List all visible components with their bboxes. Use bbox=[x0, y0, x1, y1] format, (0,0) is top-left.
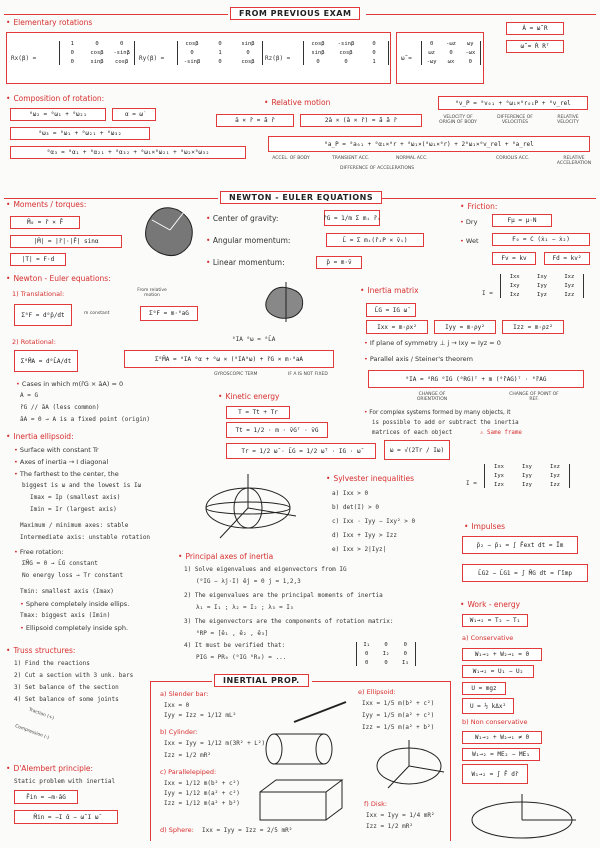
cylinder-sketch bbox=[262, 730, 336, 768]
rz-matrix-cell: -sinβ bbox=[337, 41, 355, 47]
truss-t4: 4) Set balance of some joints bbox=[14, 696, 119, 703]
impulses-eq1: p̄₂ − p̄₁ = ∫ F̄ext dt = Īm bbox=[462, 536, 578, 554]
divider bbox=[366, 14, 596, 15]
principal-diag-cell: 0 bbox=[384, 660, 388, 666]
prop-f-title: f) Disk: bbox=[364, 800, 388, 808]
principal-diag-cell: 0 bbox=[403, 642, 407, 648]
impulses-eq2: L̄G2 − L̄G1 = ∫ M̄G dt = Γ̄imp bbox=[462, 564, 588, 582]
friction-dry-label: • Dry bbox=[460, 218, 477, 226]
inertia-matrix-cell: Iyz bbox=[537, 292, 547, 298]
principal-p1: 1) Solve eigenvalues and eigenvectors from IG bbox=[184, 566, 347, 573]
friction-wet-label: • Wet bbox=[460, 237, 479, 245]
divider bbox=[4, 198, 218, 199]
inertia-matrix-cell: Izz bbox=[564, 292, 575, 298]
section-truss: • Truss structures: bbox=[6, 646, 75, 655]
skew-matrix-cell: 0 bbox=[449, 50, 453, 56]
work-eq3: W₁→₂ = U₁ − U₂ bbox=[462, 665, 534, 678]
principal-p4b: PIG = PR₀ (⁰IG ⁰R₀) = ... bbox=[196, 654, 287, 661]
steiner-title: • Parallel axis / Steiner's theorem bbox=[364, 355, 473, 363]
dalembert-sub: Static problem with inertial bbox=[14, 778, 116, 785]
sylvester-a: a) Ixx > 0 bbox=[332, 490, 369, 497]
case3: āA = 0 → A is a fixed point (origin) bbox=[20, 416, 151, 423]
work-eq7: W₁→₂ = ME₂ − ME₁ bbox=[462, 748, 540, 761]
sylvester-matrix-cell: Izy bbox=[522, 482, 532, 488]
prop-b-title: b) Cylinder: bbox=[160, 728, 198, 736]
friction-fv-eq: Fv = kv bbox=[492, 252, 536, 265]
double-cross-eq: 2ā × (ā × r̄) = ã ã r̄ bbox=[300, 114, 422, 127]
steiner-eq: ⁰IA = ⁰RG ⁰IG (⁰RG)ᵀ + m (⁰r̃AG)ᵀ · ⁰r̃AG bbox=[368, 370, 584, 388]
rx-matrix-cell: 0 bbox=[95, 41, 99, 47]
gyroscopic-label: GYROSCOPIC TERM bbox=[214, 372, 258, 377]
section-composition: • Composition of rotation: bbox=[6, 94, 104, 103]
relative-velocity-eq: ⁰v_P = ⁰v₀₁ + ⁰ω₁×⁰r₀₁P + ⁰v_rel bbox=[438, 96, 588, 110]
complex-note-1: • For complex systems formed by many objects, it bbox=[364, 410, 511, 416]
rx-matrix-cell: cosβ bbox=[90, 50, 104, 56]
free-f1: ΣM̄G = 0 → L̄G constant bbox=[22, 560, 98, 567]
dalembert-eq2: M̄in = −I ᾱ − ω̃ I ω̄ bbox=[14, 810, 118, 824]
rotational-eq: Σ⁰M̄A = d⁰L̄A/dt bbox=[14, 350, 78, 372]
complex-note-2: is possible to add or subtract the inertia bbox=[372, 420, 519, 426]
sylvester-matrix bbox=[484, 464, 570, 488]
omega-tilde-eq: ω̃ = Ṙ Rᵀ bbox=[506, 40, 564, 53]
coriolis-label: CORIOLIS ACC. bbox=[496, 156, 530, 161]
truss-t1: 1) Find the reactions bbox=[14, 660, 90, 667]
section-impulses: • Impulses bbox=[464, 522, 505, 531]
principal-p2b: λ₁ = I₁ ; λ₂ = I₂ ; λ₃ = I₃ bbox=[196, 604, 294, 611]
work-eq4: U = mgz bbox=[462, 682, 506, 695]
rz-matrix-cell: 0 bbox=[344, 59, 348, 65]
relative-label: RELATIVE VELOCITY bbox=[557, 115, 579, 125]
section-dalembert: • D'Alembert principle: bbox=[6, 764, 93, 773]
ry-matrix-cell: 0 bbox=[218, 59, 222, 65]
divider bbox=[450, 681, 451, 841]
sylvester-matrix-cell: Ixx bbox=[494, 464, 504, 470]
cases-text: • Cases in which m(r̄G × āA) = 0 bbox=[16, 380, 123, 388]
difference-label: DIFFERENCE OF VELOCITIES bbox=[497, 115, 533, 125]
composition-eq3: ⁰ω₃ = ⁰ω₁ + ⁰ω₂₁ + ⁰ω₃₂ bbox=[10, 127, 150, 140]
rx-matrix-cell: 0 bbox=[70, 59, 74, 65]
sylvester-d: d) Ixx + Iyy > Izz bbox=[332, 532, 398, 539]
diff-acc-label: DIFFERENCE OF ACCELERATIONS bbox=[340, 166, 415, 171]
parallelepiped-sketch bbox=[256, 778, 348, 824]
rx-matrix-cell: -sinβ bbox=[113, 50, 130, 56]
rz-matrix-cell: cosβ bbox=[311, 41, 325, 47]
sylvester-matrix-cell: Iyz bbox=[550, 473, 560, 479]
divider bbox=[312, 681, 450, 682]
inertia-matrix-cell: Iyy bbox=[537, 283, 547, 289]
ellipsoid-l5: Imax = Ip (smallest axis) bbox=[30, 494, 121, 501]
rotational-eq2: Σ⁰M̄A = ⁰IA ⁰α + ⁰ω × (⁰IA⁰ω) + r̄G × m·⁰aA bbox=[124, 350, 334, 368]
principal-diag-box bbox=[354, 640, 418, 674]
complex-note-3: matrices of each object bbox=[372, 430, 453, 436]
inertia-matrix-cell: Ixz bbox=[564, 274, 575, 280]
friction-wet-eq: F₀ = C (ẋ₁ − ẋ₂) bbox=[492, 233, 590, 246]
rx-matrix-cell: sinβ bbox=[90, 59, 104, 65]
cog-label: • Center of gravity: bbox=[206, 214, 278, 223]
work-eq2: W₁→₂ + W₂→₁ = 0 bbox=[462, 648, 542, 661]
principal-p3b: ⁰RP = [ē₁ , ē₂ , ē₃] bbox=[196, 630, 269, 637]
sylvester-e: e) Ixx > 2|Iyz| bbox=[332, 546, 387, 553]
prop-e2: Iyy = 1/5 m(a² + c²) bbox=[362, 712, 435, 719]
inertia-matrix-cell: Ixz bbox=[509, 292, 520, 298]
composition-eq1: ⁰ω₂ = ⁰ω₁ + ⁰ω₂₁ bbox=[10, 108, 106, 121]
free-f3: Tmin: smallest axis (Imax) bbox=[20, 588, 114, 595]
translational-eq2: Σ⁰F = m·⁰aG bbox=[140, 306, 198, 321]
section-kinetic: • Kinetic energy bbox=[218, 392, 279, 401]
sylvester-matrix-cell: Ixz bbox=[550, 464, 560, 470]
lm-eq: p̄ = m·v̄ bbox=[316, 256, 362, 269]
prop-f2: Izz = 1/2 mR² bbox=[366, 823, 413, 830]
prop-b2: Izz = 1/2 mR² bbox=[164, 752, 211, 759]
compression-label: Compression (-) bbox=[14, 724, 50, 741]
prop-e1: Ixx = 1/5 m(b² + c²) bbox=[362, 700, 435, 707]
composition-eq4: ⁰α₃ = ⁰α₁ + ⁰α₂₁ + ⁰α₃₂ + ⁰ω₁×⁰ω₂₁ + ⁰ω₂×⁰ω₃₂ bbox=[10, 146, 246, 159]
ry-matrix-cell: cosβ bbox=[185, 41, 199, 47]
principal-diag-cell: I₃ bbox=[402, 660, 409, 666]
disk-sketch bbox=[462, 792, 580, 844]
skew-matrix bbox=[421, 41, 481, 65]
section-principal-axes: • Principal axes of inertia bbox=[178, 552, 273, 561]
translational-eq: Σ⁰F = d⁰p̄/dt bbox=[14, 304, 72, 326]
kinetic-eq2: Tt = 1/2 · m · v̄Gᵀ · v̄G bbox=[226, 422, 328, 438]
rz-matrix-cell: 0 bbox=[372, 41, 376, 47]
kinetic-eq1: T = Tt + Tr bbox=[226, 406, 290, 419]
inertia-matrix-cell: Ixx bbox=[509, 274, 520, 280]
same-frame-warning: ⚠ Same frame bbox=[480, 430, 522, 436]
velocity-label: VELOCITY OF ORIGIN OF BODY bbox=[439, 115, 477, 125]
ellipsoid-l6: Imin = Ir (largest axis) bbox=[30, 506, 117, 513]
rz-matrix bbox=[303, 41, 389, 65]
ry-matrix bbox=[177, 41, 263, 65]
section-inertia-matrix: • Inertia matrix bbox=[360, 286, 419, 295]
inertia-matrix bbox=[500, 274, 584, 298]
rz-matrix-cell: sinβ bbox=[311, 50, 325, 56]
ry-matrix-cell: -sinβ bbox=[183, 59, 201, 65]
conservative-title: a) Conservative bbox=[462, 634, 514, 642]
moment-eq1: M̄₀ = r̄ × F̄ bbox=[10, 216, 80, 229]
rz-matrix-cell: cosβ bbox=[339, 50, 353, 56]
inertia-eq3: Iyy = m·ρy² bbox=[434, 320, 496, 334]
skew-matrix-cell: -ωz bbox=[446, 41, 456, 47]
section-moments: • Moments / torques: bbox=[6, 200, 86, 209]
friction-dry-eq: Fμ = μ·N bbox=[492, 214, 552, 227]
inertia-eq4: Izz = m·ρz² bbox=[502, 320, 564, 334]
moment-eq2: |M̄| = |r̄|·|F̄| sinα bbox=[10, 235, 122, 248]
prop-c2: Iyy = 1/12 m(a² + c²) bbox=[164, 790, 240, 797]
kinetic-eq3: Tr = 1/2 ω̄ · L̄G = 1/2 ω̄ᵀ · IG · ω̄ bbox=[226, 443, 376, 459]
principal-diag-cell: 0 bbox=[384, 642, 388, 648]
principal-diag-cell: 0 bbox=[403, 651, 407, 657]
prop-c-title: c) Parallelepiped: bbox=[160, 768, 217, 776]
composition-eq2: α = ω̇ bbox=[112, 108, 156, 121]
skew-matrix-cell: -ωx bbox=[465, 50, 476, 56]
principal-diag-cell: I₂ bbox=[382, 651, 390, 657]
prop-e3: Izz = 1/5 m(a² + b²) bbox=[362, 724, 435, 731]
principal-diag-cell: 0 bbox=[365, 660, 369, 666]
inertia-matrix-box bbox=[498, 270, 590, 310]
translational-title: 1) Translational: bbox=[12, 290, 65, 298]
adot-eq: Ȧ = ω̃ R bbox=[506, 22, 564, 35]
principal-p1b: (⁰IG − λj·I) ēj = 0 j = 1,2,3 bbox=[196, 578, 301, 585]
am-eq: L̄ = Σ mᵢ(r̄ᵢP × v̄ᵢ) bbox=[326, 233, 424, 247]
inertia-matrix-cell: Ixy bbox=[537, 274, 547, 280]
from-relative-note: From relative motion bbox=[137, 288, 167, 298]
ia-note: ⁰IA ⁰ω = ⁰L̄A bbox=[232, 336, 276, 343]
section-work-energy: • Work - energy bbox=[460, 600, 520, 609]
ry-matrix-cell: cosβ bbox=[241, 59, 255, 65]
case1: A = G bbox=[20, 392, 39, 399]
rx-matrix-cell: cosβ bbox=[115, 59, 129, 65]
ry-matrix-cell: sinβ bbox=[241, 41, 255, 47]
prop-b1: Ixx = Iyy = 1/12 m(3R² + L²) bbox=[164, 740, 266, 747]
ellipsoid-l8: Intermediate axis: unstable rotation bbox=[20, 534, 151, 541]
rx-matrix-cell: 0 bbox=[70, 50, 74, 56]
ellipsoid-prop-sketch bbox=[372, 738, 446, 792]
work-eq6: W₁→₂ + W₂→₁ ≠ 0 bbox=[462, 731, 542, 744]
rz-label: Rz(β) = bbox=[265, 55, 291, 62]
principal-diag-cell: I₁ bbox=[363, 642, 370, 648]
a-not-fixed-label: IF A IS NOT FIXED bbox=[288, 372, 328, 377]
sylvester-matrix-cell: Ixy bbox=[522, 464, 532, 470]
sylvester-matrix-cell: Izx bbox=[494, 482, 504, 488]
friction-fd-eq: Fd = kv² bbox=[544, 252, 590, 265]
prop-e-title: e) Ellipsoid: bbox=[358, 688, 396, 696]
dalembert-eq1: F̄in = −m·āG bbox=[14, 790, 78, 804]
rotation-matrices-box bbox=[6, 32, 391, 84]
rx-label: Rx(β) = bbox=[11, 55, 37, 62]
truss-t2: 2) Cut a section with 3 unk. bars bbox=[14, 672, 134, 679]
inertia-eq1: L̄G = IG ω̄ bbox=[366, 303, 416, 317]
inertia-eq2: Ixx = m·ρx² bbox=[366, 320, 428, 334]
prop-d1: Ixx = Iyy = Izz = 2/5 mR² bbox=[202, 827, 293, 834]
inertia-matrix-cell: Ixy bbox=[509, 283, 520, 289]
rz-matrix-cell: 1 bbox=[372, 59, 376, 65]
truss-t3: 3) Set balance of the section bbox=[14, 684, 119, 691]
section-elementary-rotations: • Elementary rotations bbox=[6, 18, 92, 27]
change-orientation-label: CHANGE OF ORIENTATION bbox=[416, 392, 448, 402]
sylvester-c: c) Ixx · Iyy − Ixy² > 0 bbox=[332, 518, 416, 525]
skew-matrix-cell: ωz bbox=[428, 50, 435, 56]
change-point-label: CHANGE OF POINT OF REF. bbox=[509, 392, 559, 402]
free-f6: • Ellipsoid completely inside sph. bbox=[20, 624, 128, 632]
work-eq8: W₁→₂ = ∫ F̄ dr̄ bbox=[462, 764, 528, 784]
skew-matrix-cell: ωy bbox=[467, 41, 474, 47]
sylvester-matrix-box bbox=[482, 460, 576, 504]
section-sylvester: • Sylvester inequalities bbox=[326, 474, 414, 483]
prop-c3: Izz = 1/12 m(a² + b²) bbox=[164, 800, 240, 807]
ellipsoid-sketch bbox=[196, 470, 300, 544]
ry-matrix-cell: 1 bbox=[218, 50, 222, 56]
divider bbox=[150, 681, 151, 841]
relative-acceleration-eq: ⁰a_P = ⁰a₀₁ + ⁰α₁×⁰r + ⁰ω₁×(⁰ω₁×⁰r) + 2⁰ω₁×⁰v_rel + ⁰a_rel bbox=[268, 136, 590, 152]
header-newton-euler: NEWTON - EULER EQUATIONS bbox=[220, 191, 382, 204]
skew-matrix-cell: ωx bbox=[447, 59, 455, 65]
principal-p2: 2) The eigenvalues are the principal moments of inertia bbox=[184, 592, 383, 599]
ry-matrix-cell: 0 bbox=[246, 50, 250, 56]
rz-matrix-cell: 0 bbox=[372, 50, 376, 56]
section-inertia-ellipsoid: • Inertia ellipsoid: bbox=[6, 432, 74, 441]
moment-body-sketch bbox=[138, 202, 200, 262]
principal-diag-cell: 0 bbox=[365, 651, 369, 657]
nonconservative-title: b) Non conservative bbox=[462, 718, 528, 726]
transient-label: TRANSIENT ACC. bbox=[332, 156, 370, 161]
skew-label: ω̃ = bbox=[401, 55, 412, 62]
skew-matrix-cell: -ωy bbox=[426, 59, 437, 65]
ry-matrix-cell: 0 bbox=[218, 41, 222, 47]
rx-matrix bbox=[59, 41, 135, 65]
section-cut-sketch bbox=[262, 282, 310, 322]
principal-diag-matrix bbox=[356, 642, 416, 666]
rotational-title: 2) Rotational: bbox=[12, 338, 56, 346]
header-inertial-prop: INERTIAL PROP. bbox=[214, 674, 309, 687]
principal-p3: 3) The eigenvectors are the components of rotation matrix: bbox=[184, 618, 394, 625]
section-ne-equations: • Newton - Euler equations: bbox=[6, 274, 111, 283]
prop-c1: Ixx = 1/12 m(b² + c²) bbox=[164, 780, 240, 787]
sylvester-matrix-cell: Iyx bbox=[494, 473, 504, 479]
traction-label: Traction (+) bbox=[27, 707, 55, 722]
ellipsoid-l3: • The farthest to the center, the bbox=[14, 470, 119, 478]
prop-a-title: a) Slender bar: bbox=[160, 690, 209, 698]
ry-matrix-cell: 0 bbox=[190, 50, 194, 56]
skew-matrix-cell: 0 bbox=[430, 41, 434, 47]
divider bbox=[382, 198, 596, 199]
free-rotation-title: • Free rotation: bbox=[14, 548, 63, 556]
work-eq1: W₁→₂ = T₂ − T₁ bbox=[462, 614, 528, 627]
sylvester-b: b) det(I) > 0 bbox=[332, 504, 379, 511]
section-relative-motion: • Relative motion bbox=[264, 98, 330, 107]
inertia-i-label: I = bbox=[482, 290, 493, 297]
rx-matrix-cell: 0 bbox=[120, 41, 124, 47]
case2: r̄G // āA (less common) bbox=[20, 404, 100, 411]
normal-label: NORMAL ACC. bbox=[396, 156, 428, 161]
slender-bar-sketch bbox=[290, 692, 350, 732]
ellipsoid-l4: biggest is ω and the lowest is Iω bbox=[22, 482, 142, 489]
cog-eq: r̄G = 1/m Σ mᵢ r̄ᵢ bbox=[324, 210, 380, 226]
skew-matrix-cell: 0 bbox=[468, 59, 472, 65]
prop-a2: Iyy = Izz = 1/12 mL² bbox=[164, 712, 237, 719]
prop-f1: Ixx = Iyy = 1/4 mR² bbox=[366, 812, 435, 819]
accel-body-label: ACCEL. OF BODY bbox=[272, 156, 310, 161]
inertia-matrix-cell: Iyz bbox=[564, 283, 575, 289]
prop-a1: Ixx = 0 bbox=[164, 702, 190, 709]
section-friction: • Friction: bbox=[460, 202, 497, 211]
m-constant-note: m constant bbox=[84, 311, 110, 316]
ellipsoid-l1: • Surface with constant Tr bbox=[14, 446, 99, 454]
moment-eq3: |T| = F·d bbox=[10, 253, 66, 266]
sylvester-matrix-cell: Iyy bbox=[522, 473, 532, 479]
lm-label: • Linear momentum: bbox=[206, 258, 285, 267]
inertia-symmetry: • If plane of symmetry ⊥ j → Ixy = Iyz = 0 bbox=[364, 339, 501, 347]
header-prev-exam: FROM PREVIOUS EXAM bbox=[230, 7, 360, 20]
free-f4: • Sphere completely inside ellips. bbox=[20, 600, 129, 608]
rel-acc-label: RELATIVE ACCELERATION bbox=[556, 156, 592, 166]
work-eq5: U = ½ kΔx² bbox=[462, 698, 514, 714]
sylvester-matrix-cell: Izz bbox=[550, 482, 560, 488]
kinetic-eq4: ω = √(2Tr / Iω) bbox=[384, 440, 450, 460]
divider bbox=[150, 681, 212, 682]
ry-label: Ry(β) = bbox=[139, 55, 165, 62]
sylvester-i-label: I = bbox=[466, 480, 477, 487]
prop-d-title: d) Sphere: bbox=[160, 826, 194, 834]
rx-matrix-cell: 1 bbox=[70, 41, 74, 47]
free-f2: No energy loss → Tr constant bbox=[22, 572, 124, 579]
principal-p4: 4) It must be verified that: bbox=[184, 642, 286, 649]
skew-matrix-box bbox=[396, 32, 484, 84]
cross-product-eq: ā × r̄ = ã r̄ bbox=[216, 114, 294, 127]
free-f5: Tmax: biggest axis (Imin) bbox=[20, 612, 111, 619]
ellipsoid-l2: • Axes of inertia → I diagonal bbox=[14, 458, 108, 466]
ellipsoid-l7: Maximum / minimum axes: stable bbox=[20, 522, 129, 529]
divider bbox=[4, 14, 228, 15]
rz-matrix-cell: 0 bbox=[316, 59, 320, 65]
am-label: • Angular momentum: bbox=[206, 236, 290, 245]
